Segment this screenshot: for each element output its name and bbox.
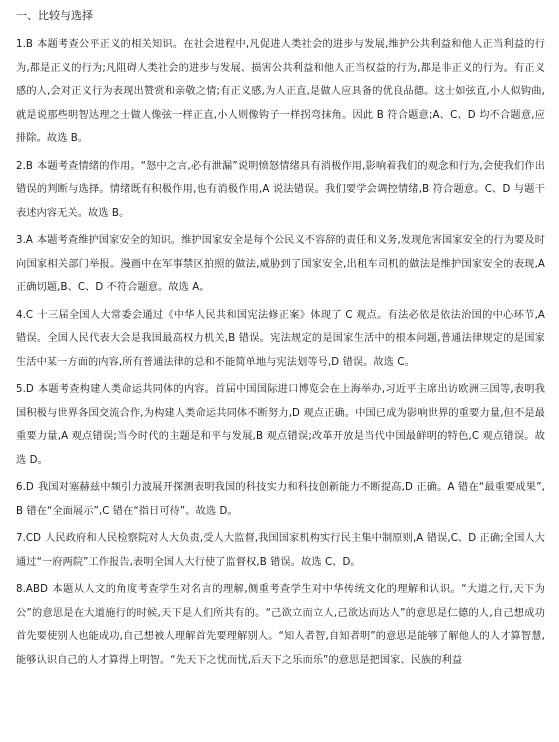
answer-text: 我国对塞赫兹中频引力波展开探测表明我国的科技实力和科技创新能力不断提高,D 正确。A 错在“最重要成果”,B 错在“全面展示”,C 错在“指日可待”。故选 D。 xyxy=(16,482,545,517)
answer-number: 3.A xyxy=(16,235,33,246)
answer-1 xyxy=(16,33,545,151)
section-title: 一、比较与选择 xyxy=(16,9,93,22)
answer-number: 2.B xyxy=(16,160,34,172)
answer-text: 本题考查公平正义的相关知识。在社会进程中,凡促进人类社会的进步与发展,维护公共利益和他人正当利益的行为,都是正义的行为;凡阻碍人类社会的进步与发展、损害公共利益和他人正当权益的行为,都是非正义的行为。有正义感的人,会对正义行为表现出赞赏和亲敬之情;有正义感,为人正直,是做人应具备的优良品德。这士如弦直,小人似钩曲,就是说那些明智达理之士做人像弦一样正直,小人则像钩子一样拐弯抹角。因此 B 符合题意;A、C、D 均不合题意,应排除。故选 B。 xyxy=(16,39,545,144)
answer-number: 5.D xyxy=(16,384,34,395)
answer-8 xyxy=(16,578,545,672)
answer-5 xyxy=(16,378,545,472)
answer-text: 十三届全国人大常委会通过《中华人民共和国宪法修正案》体现了 C 观点。有法必依是依法治国的中心环节,A 错误。全国人民代表大会是我国最高权力机关,B 错误。宪法规定的是国家生活中的根本问题,普通法律规定的是国家生活中某一方面的内容,所有普通法律的总和不能简单地与宪法划等号,D 错误。故选 C。 xyxy=(16,309,545,368)
answer-text: 人民政府和人民检察院对人大负责,受人大监督,我国国家机构实行民主集中制原则,A 错误,C、D 正确;全国人大通过“一府两院”工作报告,表明全国人大行使了监督权,B 错误。故选 C、D。 xyxy=(16,533,545,568)
answer-text: 本题考查构建人类命运共同体的内容。首届中国国际进口博览会在上海举办,习近平主席出访欧洲三国等,表明我国积极与世界各国交流合作,为构建人类命运共同体不断努力,D 观点正确。中国已成为影响世界的重要力量,但不是最重要力量,A 观点错误;当今时代的主题是和平与发展,B 观点错误;改革开放是当代中国最鲜明的特色,C 观点错误。故选 D。 xyxy=(16,384,545,466)
answer-text: 本题考查维护国家安全的知识。维护国家安全是每个公民义不容辞的责任和义务,发现危害国家安全的行为要及时向国家相关部门举报。漫画中在军事禁区拍照的做法,威胁到了国家安全,出租车司机的做法是维护国家安全的表现,A 正确切题,B、C、D 不符合题意。故选 A。 xyxy=(16,235,545,293)
answer-2 xyxy=(16,155,545,226)
answer-number: 1.B xyxy=(16,39,34,50)
answer-number: 4.C xyxy=(16,309,34,321)
answer-7 xyxy=(16,527,545,574)
answer-4 xyxy=(16,304,545,375)
answer-number: 8.ABD xyxy=(16,584,49,595)
answer-text: 本题考查情绪的作用。“怒中之言,必有泄漏”说明愤怒情绪具有消极作用,影响着我们的观念和行为,会使我们作出错误的判断与选择。情绪既有积极作用,也有消极作用,A 说法错误。我们要学会调控情绪,B 符合题意。C、D 与题干表述内容无关。故选 B。 xyxy=(16,160,545,219)
answer-6 xyxy=(16,476,545,523)
answer-text: 本题从人文的角度考查学生对名言的理解,侧重考查学生对中华传统文化的理解和认识。“大道之行,天下为公”的意思是在大道施行的时候,天下是人们所共有的。“己欲立而立人,己欲达而达人”的意思是仁德的人,自己想成功首先要使别人也能成功,自己想被人理解首先要理解别人。“知人者智,自知者明”的意思是能够了解他人的人才算智慧,能够认识自己的人才算得上明智。“先天下之忧而忧,后天下之乐而乐”的意思是把国家、民族的利益 xyxy=(16,584,545,666)
answer-number: 6.D xyxy=(16,482,34,493)
answer-number: 7.CD xyxy=(16,533,42,544)
answer-3 xyxy=(16,229,545,300)
